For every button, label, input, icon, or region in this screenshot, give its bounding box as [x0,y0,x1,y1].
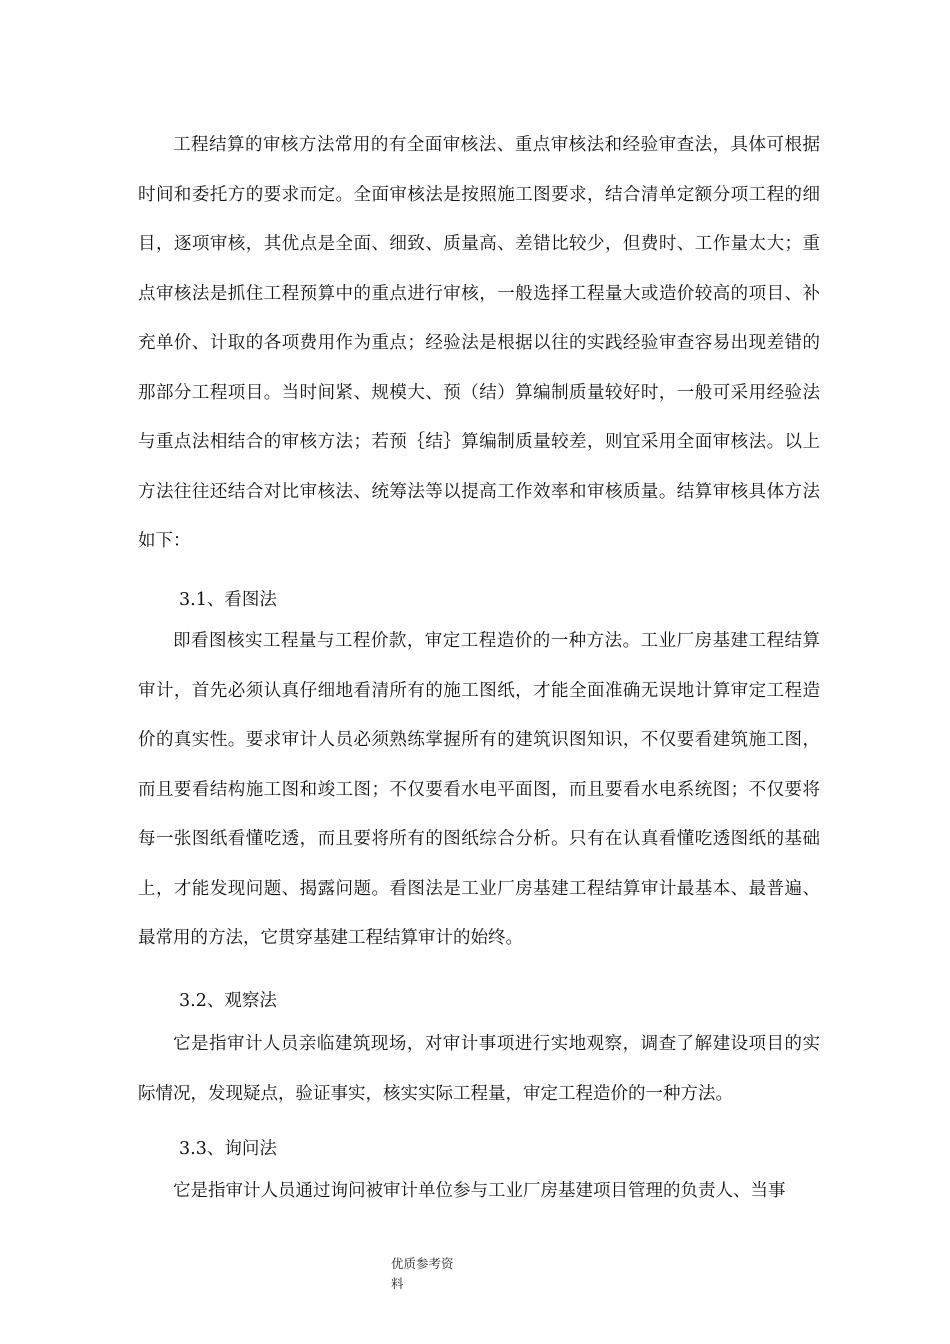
section-heading-3-1: 3.1、看图法 [179,590,277,610]
section-heading-3-2: 3.2、观察法 [179,991,277,1011]
page-footer [391,1254,481,1294]
section-3-1-paragraph: 即看图核实工程量与工程价款，审定工程造价的一种方法。工业厂房基建工程结算审计，首先必须认真仔细地看清所有的施工图纸，才能全面准确无误地计算审定工程造价的真实性。要求审计人员必须熟练掌握所有的建筑识图知识，不仅要看建筑施工图，而且要看结构施工图和竣工图；不仅要看水电平面图，而且要看水电系统图；不仅要将每一张图纸看懂吃透，而且要将所有的图纸综合分析。只有在认真看懂吃透图纸的基础上，才能发现问题、揭露问题。看图法是工业厂房基建工程结算审计最基本、最普遍、最常用的方法，它贯穿基建工程结算审计的始终。 [138,631,820,948]
section-3-2-paragraph: 它是指审计人员亲临建筑现场，对审计事项进行实地观察，调查了解建设项目的实际情况，发现疑点，验证事实，核实实际工程量，审定工程造价的一种方法。 [138,1034,820,1104]
footer-line-1: 优质参考资 [391,1256,454,1271]
section-3-3-paragraph: 它是指审计人员通过询问被审计单位参与工业厂房基建项目管理的负责人、当事 [173,1181,786,1201]
footer-line-2: 料 [391,1276,404,1291]
section-heading-3-3: 3.3、询问法 [179,1139,277,1159]
intro-paragraph: 工程结算的审核方法常用的有全面审核法、重点审核法和经验审查法，具体可根据时间和委托方的要求而定。全面审核法是按照施工图要求，结合清单定额分项工程的细目，逐项审核，其优点是全面、细致、质量高、差错比较少，但费时、工作量太大；重点审核法是抓住工程预算中的重点进行审核，一般选择工程量大或造价较高的项目、补充单价、计取的各项费用作为重点；经验法是根据以往的实践经验审查容易出现差错的那部分工程项目。当时间紧、规模大、预（结）算编制质量较好时，一般可采用经验法与重点法相结合的审核方法；若预｛结｝算编制质量较差，则宜采用全面审核法。以上方法往往还结合对比审核法、统筹法等以提高工作效率和审核质量。结算审核具体方法如下： [138,135,820,551]
